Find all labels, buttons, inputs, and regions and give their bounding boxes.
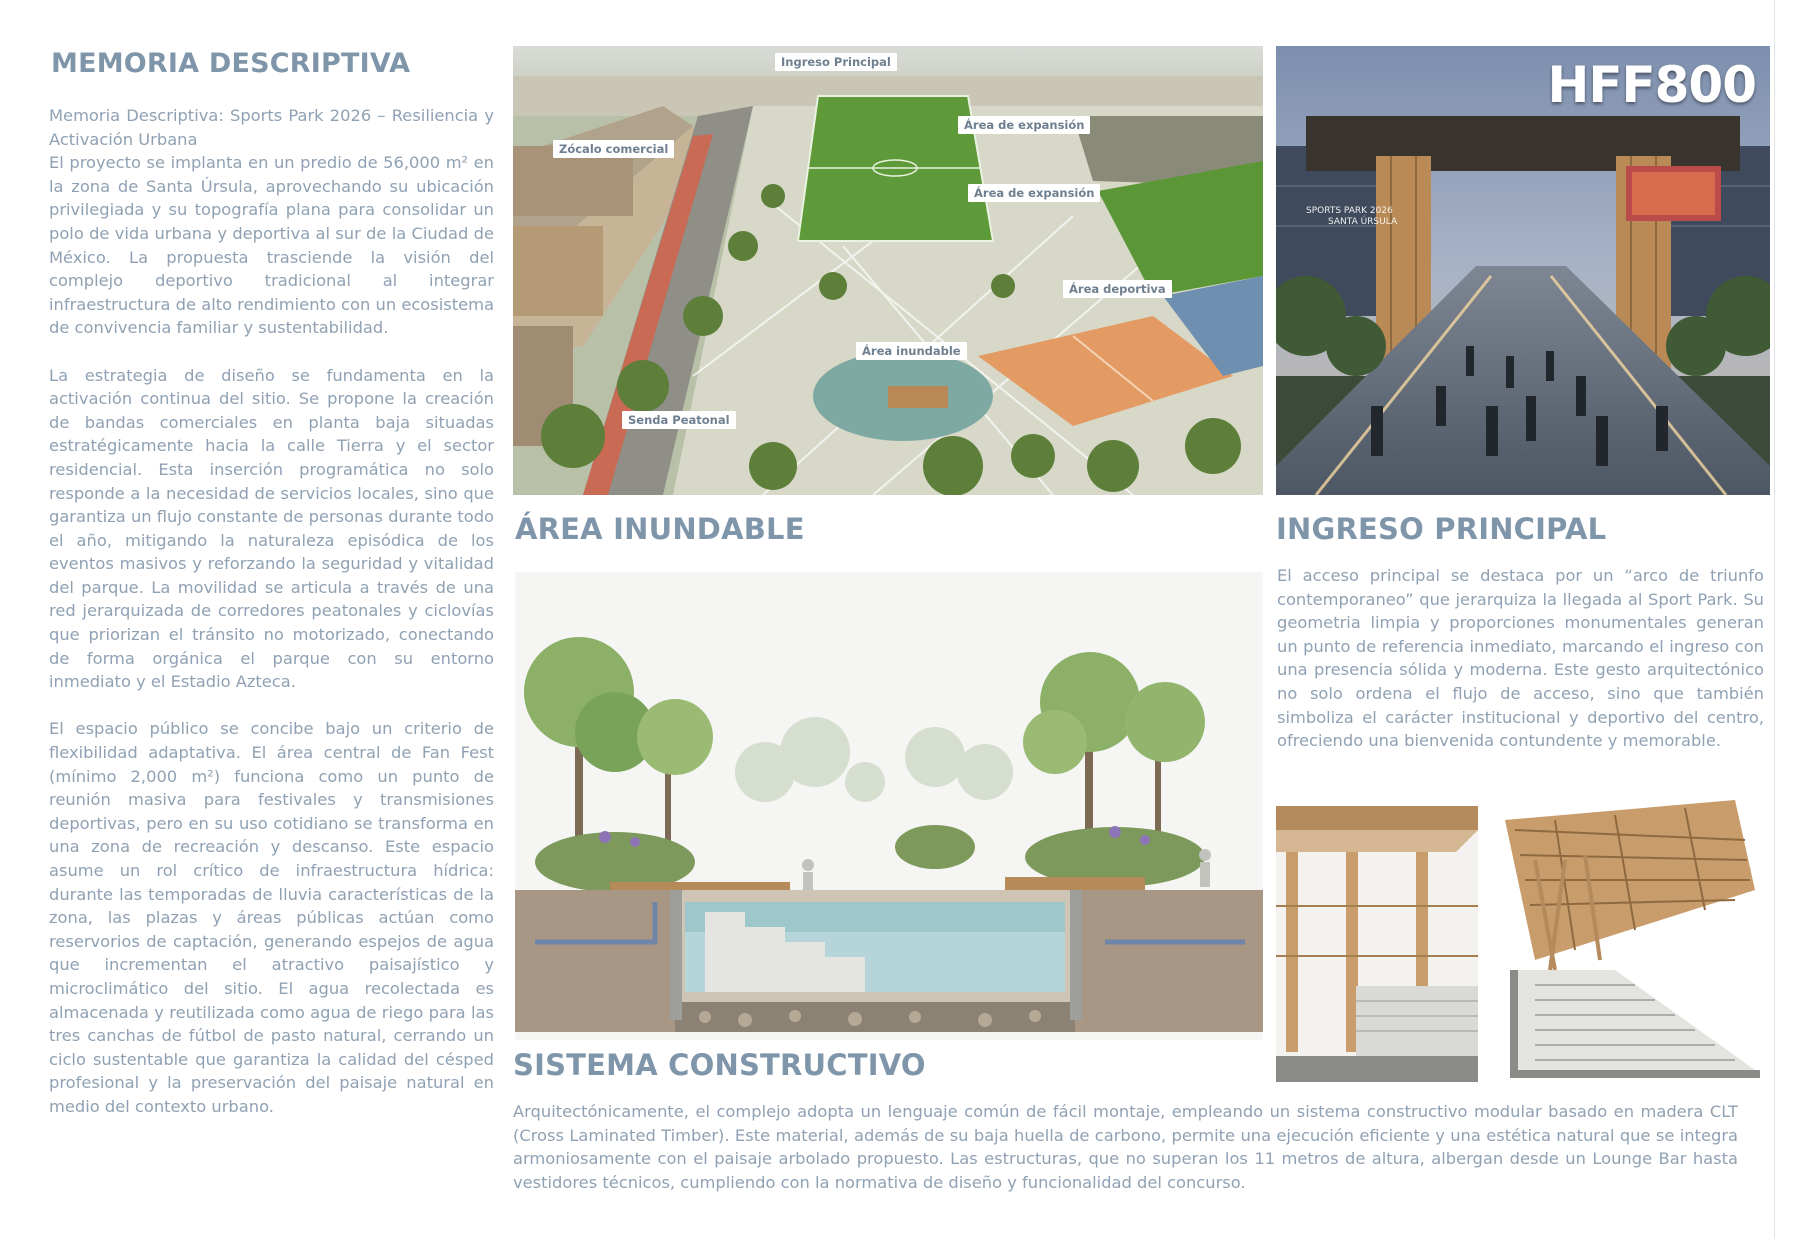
flood-section-illustration: [515, 572, 1263, 1040]
label-ingreso-principal: Ingreso Principal: [775, 53, 897, 71]
brand-watermark: HFF800: [1547, 56, 1756, 114]
page-edge-rule: [1774, 0, 1775, 1239]
memoria-paragraph-3: El espacio público se concibe bajo un criterio de flexibilidad adaptativa. El área central de Fan Fest (mínimo 2,000 m²) funciona como un punto de reunión masiva para festivales y transmisiones deportivas, pero en su uso cotidiano se transforma en una zona de recreación y descanso. Este espacio asume un rol crítico de infraestructura hídrica: durante las temporadas de lluvia características de la zona, las plazas y áreas públicas actúan como reservorios de captación, generando espejos de agua que incrementan el atractivo paisajístico y microclimático del sitio. El agua recolectada es almacenada y reutilizada como agua de riego para las tres canchas de fútbol de pasto natural, cerrando un ciclo sustentable que garantiza la calidad del césped profesional y la preservación del paisaje natural en medio del contexto urbano.: [49, 719, 494, 1116]
label-area-expansion-1: Área de expansión: [958, 116, 1090, 134]
memoria-paragraph-1: Memoria Descriptiva: Sports Park 2026 – Resiliencia y Activación Urbana El proyecto se implanta en un predio de 56,000 m² en la zona de Santa Úrsula, aprovechando su ubicación privilegiada y su topografía plana para consolidar un polo de vida urbana y deportiva al sur de la Ciudad de México. La propuesta trasciende la visión del complejo deportivo tradicional al integrar infraestructura de alto rendimiento con un ecosistema de convivencia familiar y sustentabilidad.: [49, 106, 494, 338]
entrance-gate-image: [1276, 46, 1770, 495]
clt-section-drawing-1: [1276, 806, 1478, 1082]
aerial-masterplan-image: [513, 46, 1263, 495]
sistema-constructivo-text: Arquitectónicamente, el complejo adopta un lenguaje común de fácil montaje, empleando un sistema constructivo modular basado en madera CLT (Cross Laminated Timber). Este material, además de su baja huella de carbono, permite una ejecución eficiente y una estética natural que se integra armoniosamente con el paisaje arbolado propuesto. Las estructuras, que no superan los 11 metros de altura, albergan desde un Lounge Bar hasta vestidores técnicos, cumpliendo con la normativa de diseño y funcionalidad del concurso.: [513, 1102, 1738, 1192]
sports-park-sign: [1306, 206, 1397, 228]
label-area-expansion-2: Área de expansión: [968, 184, 1100, 202]
label-zocalo-comercial: Zócalo comercial: [553, 140, 674, 158]
ingreso-principal-title: INGRESO PRINCIPAL: [1276, 512, 1607, 546]
memoria-title: MEMORIA DESCRIPTIVA: [51, 48, 411, 79]
label-area-inundable: Área inundable: [856, 342, 967, 360]
clt-grandstand-drawing: [1495, 800, 1765, 1082]
sign-line-1: SPORTS PARK 2026: [1306, 206, 1393, 216]
sign-line-2: SANTA ÚRSULA: [1328, 217, 1398, 227]
label-senda-peatonal: Senda Peatonal: [622, 411, 736, 429]
label-area-deportiva: Área deportiva: [1063, 280, 1172, 298]
ingreso-principal-text: El acceso principal se destaca por un “arco de triunfo contemporaneo” que jerarquiza la llegada al Sport Park. Su geometria limpia y proporciones monumentales generan un punto de referencia inmediato, marcando el ingreso con una presencia sólida y moderna. Este gesto arquitectónico no solo ordena el flujo de acceso, sino que también simboliza el carácter institucional y deportivo del centro, ofreciendo una bienvenida contundente y memorable.: [1277, 566, 1764, 751]
sistema-constructivo-title: SISTEMA CONSTRUCTIVO: [513, 1048, 926, 1082]
area-inundable-title: ÁREA INUNDABLE: [515, 512, 805, 546]
memoria-body: [49, 104, 494, 1142]
memoria-paragraph-2: La estrategia de diseño se fundamenta en la activación continua del sitio. Se propone la creación de bandas comerciales en planta baja situadas estratégicamente hacia la calle Tierra y el sector residencial. Esta inserción programática no solo responde a la necesidad de servicios locales, sino que garantiza un flujo constante de personas durante todo el año, mitigando la naturaleza episódica de los eventos masivos y reforzando la seguridad y vitalidad del parque. La movilidad se articula a través de una red jerarquizada de corredores peatonales y ciclovías que priorizan el tránsito no motorizado, conectando de forma orgánica el parque con su entorno inmediato y el Estadio Azteca.: [49, 365, 494, 692]
